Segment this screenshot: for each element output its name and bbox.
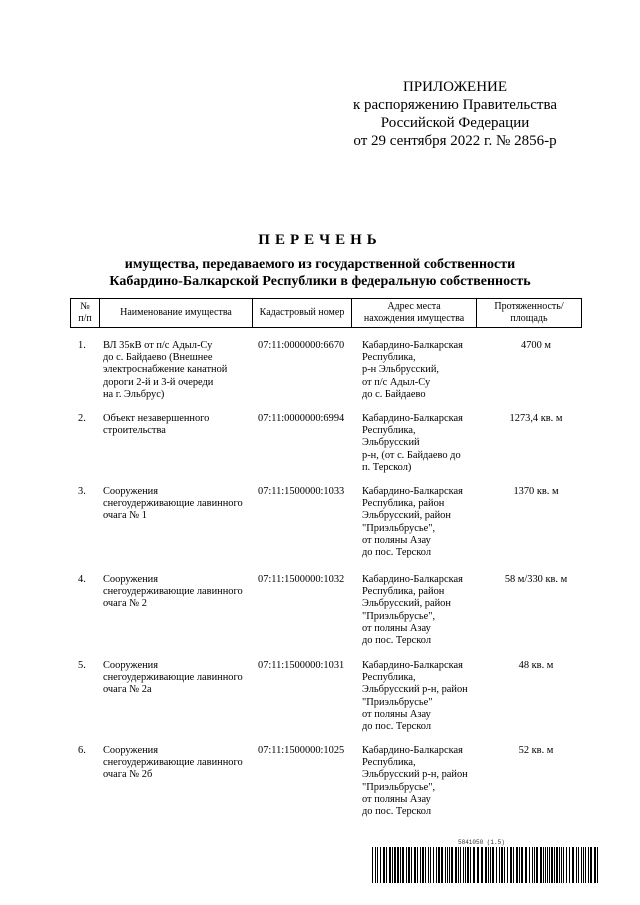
cell-cadastral: 07:11:1500000:1032 — [258, 574, 345, 585]
cell-num: 2. — [78, 413, 86, 424]
cell-cadastral: 07:11:1500000:1025 — [258, 745, 345, 756]
cell-num: 4. — [78, 574, 86, 585]
cell-name: Объект незавершенного строительства — [103, 413, 210, 437]
appendix-date-number: от 29 сентября 2022 г. № 2856-р — [353, 133, 557, 149]
cell-length: 4700 м — [521, 340, 551, 351]
cell-address: Кабардино-Балкарская Республика, Эльбрусский р-н, район "Приэльбрусье" от поляны Азау до пос. Терскол — [362, 660, 468, 733]
appendix-block — [330, 78, 580, 150]
cell-num: 6. — [78, 745, 86, 756]
document-subtitle — [0, 256, 640, 290]
barcode-icon — [372, 847, 600, 883]
cell-num: 3. — [78, 486, 86, 497]
cell-length: 1273,4 кв. м — [509, 413, 563, 424]
barcode-text: 5841050 (1.5) — [458, 839, 505, 846]
cell-name: Сооружения снегоудерживающие лавинного очага № 2б — [103, 745, 243, 781]
subtitle-line: Кабардино-Балкарской Республики в федеральную собственность — [109, 274, 531, 289]
document-title: ПЕРЕЧЕНЬ — [258, 232, 382, 248]
cell-length: 58 м/330 кв. м — [504, 574, 568, 585]
appendix-title: ПРИЛОЖЕНИЕ — [402, 79, 508, 95]
cell-length: 48 кв. м — [518, 660, 554, 671]
cell-cadastral: 07:11:1500000:1033 — [258, 486, 345, 497]
header-address: Адрес места нахождения имущества — [352, 299, 477, 328]
cell-address: Кабардино-Балкарская Республика, Эльбрусский р-н, (от с. Байдаево до п. Терскол) — [362, 413, 463, 473]
header-num: № п/п — [71, 299, 100, 328]
cell-name: ВЛ 35кВ от п/с Адыл-Су до с. Байдаево (Внешнее электроснабжение канатной дороги 2-й и 3-й очереди на г. Эльбрус) — [103, 340, 228, 400]
cell-address: Кабардино-Балкарская Республика, район Эльбрусский, район "Приэльбрусье", от поляны Азау до пос. Терскол — [362, 486, 463, 559]
header-length: Протяженность/ площадь — [477, 299, 582, 328]
header-cadastral: Кадастровый номер — [253, 299, 352, 328]
cell-num: 5. — [78, 660, 86, 671]
cell-name: Сооружения снегоудерживающие лавинного очага № 2 — [103, 574, 243, 610]
cell-cadastral: 07:11:1500000:1031 — [258, 660, 345, 671]
cell-cadastral: 07:11:0000000:6670 — [258, 340, 345, 351]
cell-address: Кабардино-Балкарская Республика, район Эльбрусский, район "Приэльбрусье", от поляны Азау до пос. Терскол — [362, 574, 463, 647]
cell-length: 52 кв. м — [518, 745, 554, 756]
cell-name: Сооружения снегоудерживающие лавинного очага № 2а — [103, 660, 243, 696]
subtitle-line: имущества, передаваемого из государственной собственности — [124, 257, 516, 272]
cell-name: Сооружения снегоудерживающие лавинного очага № 1 — [103, 486, 243, 522]
appendix-line: Российской Федерации — [380, 115, 530, 131]
cell-num: 1. — [78, 340, 86, 351]
cell-address: Кабардино-Балкарская Республика, р-н Эльбрусский, от п/с Адыл-Су до с. Байдаево — [362, 340, 463, 400]
header-name: Наименование имущества — [100, 299, 253, 328]
cell-address: Кабардино-Балкарская Республика, Эльбрусский р-н, район "Приэльбрусье", от поляны Азау до пос. Терскол — [362, 745, 468, 818]
table-header — [70, 298, 582, 328]
cell-cadastral: 07:11:0000000:6994 — [258, 413, 345, 424]
appendix-line: к распоряжению Правительства — [352, 97, 557, 113]
cell-length: 1370 кв. м — [513, 486, 559, 497]
